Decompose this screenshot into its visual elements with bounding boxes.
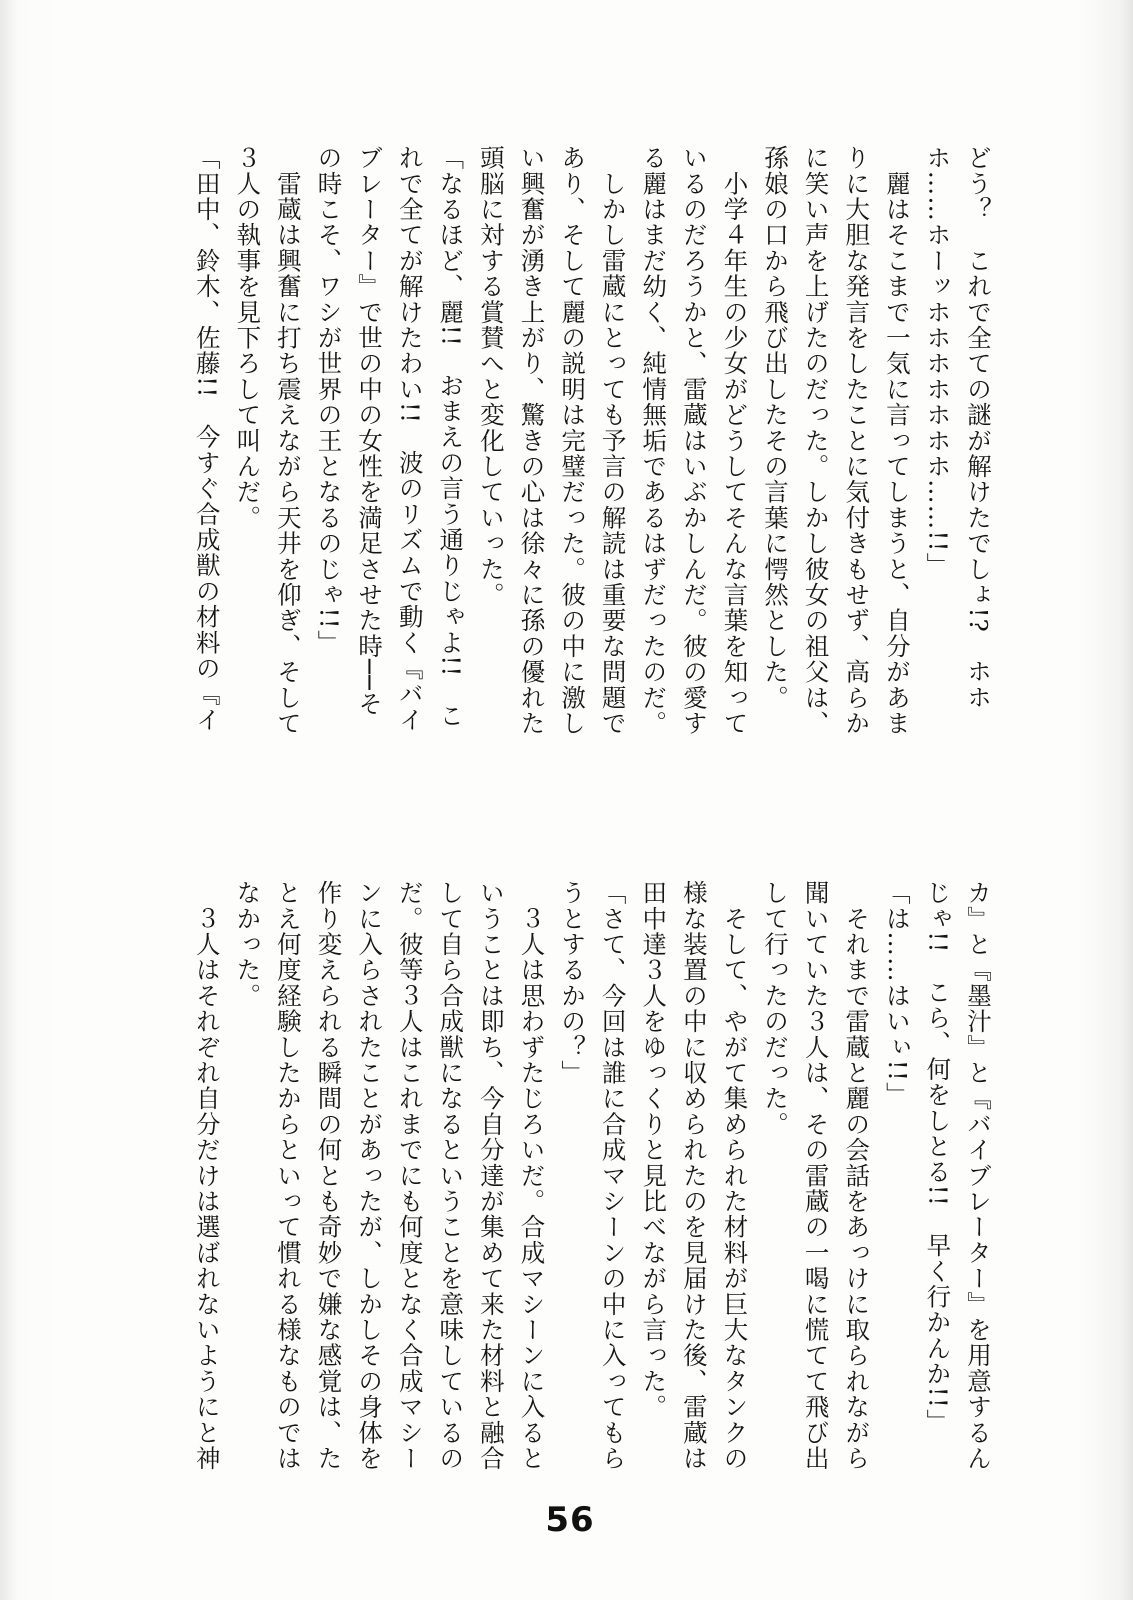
text-column: あり、そして麗の説明は完璧だった。彼の中に激し (558, 145, 588, 737)
text-column: なかった。 (233, 880, 263, 1009)
text-column: 「は……はいぃ!!」 (882, 880, 912, 1108)
page-number: 56 (545, 1500, 595, 1540)
text-column: いうことは即ち、今自分達が集めて来た材料と融合 (476, 880, 506, 1472)
text-column: 様な装置の中に収められたのを見届けた後、雷蔵は (679, 880, 709, 1472)
text-column: して行ったのだった。 (761, 880, 791, 1137)
lower-text-block (192, 880, 998, 1490)
text-column: うとするかの？」 (558, 880, 588, 1086)
text-column: ブレーター』で世の中の女性を満足させた時──そ (355, 145, 385, 717)
upper-text-block (192, 145, 998, 745)
text-column: しかし雷蔵にとっても予言の解読は重要な問題で (598, 145, 628, 737)
text-column: ンに入らされたことがあったが、しかしその身体を (355, 880, 385, 1472)
text-column: りに大胆な発言をしたことに気付きもせず、高らか (842, 145, 872, 737)
text-column: じゃ!! こら、何をしとる!! 早く行かんか!!」 (923, 880, 953, 1435)
text-column: ３人はそれぞれ自分だけは選ばれないようにと神 (192, 880, 222, 1472)
text-column: いるのだろうかと、雷蔵はいぶかしんだ。彼の愛す (679, 145, 709, 737)
text-column: 「なるほど、麗!! おまえの言う通りじゃよ!! こ (436, 145, 466, 729)
text-column: ホ……ホーッホホホホホホホ……!!」 (923, 145, 953, 579)
text-column: どう？ これで全ての謎が解けたでしょ!? ホホ (964, 145, 993, 711)
text-column: い興奮が湧き上がり、驚きの心は徐々に孫の優れた (517, 145, 547, 737)
text-column: の時こそ、ワシが世界の王となるのじゃ!!」 (314, 145, 344, 656)
text-column: それまで雷蔵と麗の会話をあっけに取られながら (842, 880, 872, 1472)
text-column: に笑い声を上げたのだった。しかし彼女の祖父は、 (801, 145, 831, 737)
text-column: そして、やがて集められた材料が巨大なタンクの (720, 880, 750, 1472)
text-column: 雷蔵は興奮に打ち震えながら天井を仰ぎ、そして (273, 145, 303, 737)
text-column: 田中達３人をゆっくりと見比べながら言った。 (639, 880, 669, 1420)
text-column: 「田中、鈴木、佐藤!! 今すぐ合成獣の材料の『イ (192, 145, 222, 733)
text-column: とえ何度経験したからといって慣れる様なものでは (273, 880, 303, 1472)
text-column: 作り変えられる瞬間の何とも奇妙で嫌な感覚は、た (314, 880, 344, 1472)
text-column: 「さて、今回は誰に合成マシーンの中に入ってもら (598, 880, 628, 1472)
text-column: る麗はまだ幼く、純情無垢であるはずだったのだ。 (639, 145, 669, 737)
text-column: ３人は思わずたじろいだ。合成マシーンに入ると (517, 880, 547, 1472)
text-column: 麗はそこまで一気に言ってしまうと、自分があま (882, 145, 912, 737)
text-column: 孫娘の口から飛び出したその言葉に愕然とした。 (761, 145, 791, 711)
text-column: ３人の執事を見下ろして叫んだ。 (233, 145, 263, 531)
text-column: カ』と『墨汁』と『バイブレーター』を用意するん (964, 880, 993, 1472)
text-column: だ。彼等３人はこれまでにも何度となく合成マシー (395, 880, 425, 1472)
text-column: 小学４年生の少女がどうしてそんな言葉を知って (720, 145, 750, 737)
text-column: 聞いていた３人は、その雷蔵の一喝に慌てて飛び出 (801, 880, 831, 1472)
text-column: れで全てが解けたわい!! 波のリズムで動く『バイ (395, 145, 425, 733)
text-column: して自ら合成獣になるということを意味しているの (436, 880, 466, 1472)
text-column: 頭脳に対する賞賛へと変化していった。 (476, 145, 506, 608)
